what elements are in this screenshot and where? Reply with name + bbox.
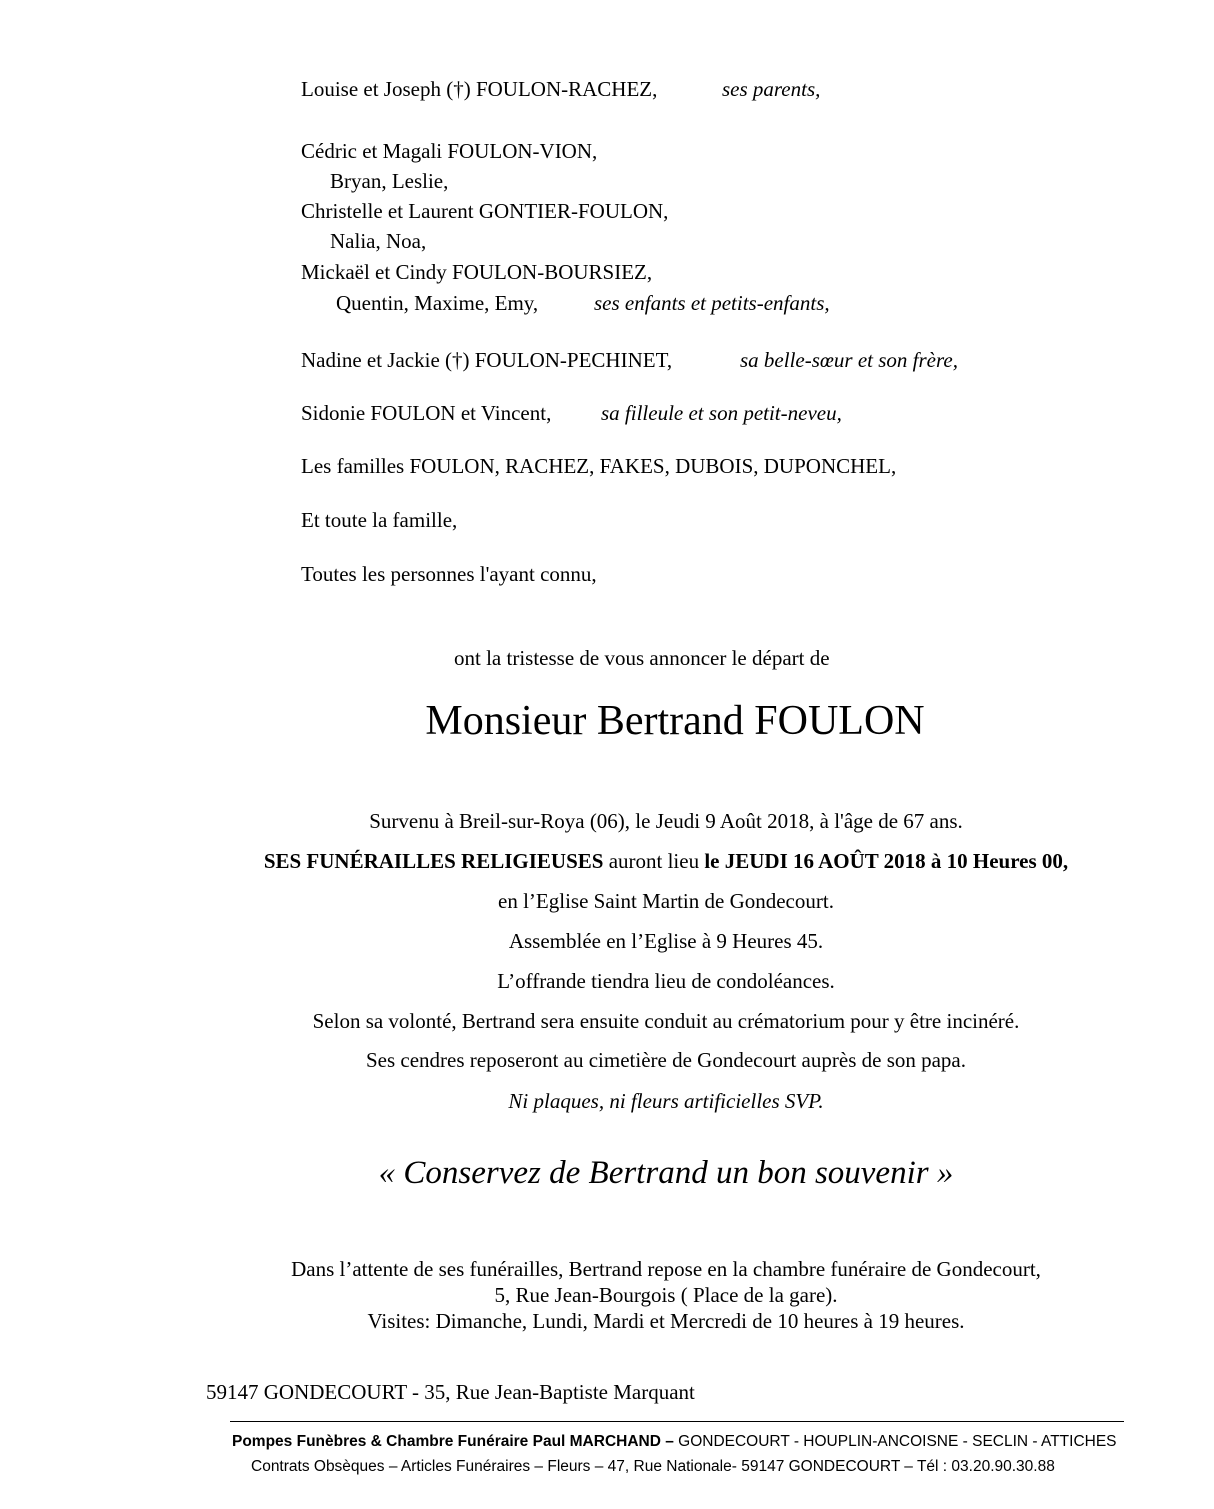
deceased-name: Monsieur Bertrand FOULON <box>425 698 925 744</box>
funeral-home-address: 59147 GONDECOURT - 35, Rue Jean-Baptiste Marquant <box>206 1380 695 1404</box>
goddaughter-role: sa filleule et son petit-neveu, <box>601 401 842 425</box>
footer-company-line <box>232 1434 1117 1450</box>
funeral-label: SES FUNÉRAILLES RELIGIEUSES <box>263 849 604 873</box>
no-flowers: Ni plaques, ni fleurs artificielles SVP. <box>508 1089 824 1113</box>
child1-names: Cédric et Magali FOULON-VION, <box>301 139 598 163</box>
cremation: Selon sa volonté, Bertrand sera ensuite conduit au crématorium pour y être incinéré. <box>312 1009 1020 1033</box>
sibling-role: sa belle-sœur et son frère, <box>740 348 958 372</box>
announcement-intro: ont la tristesse de vous annoncer le départ de <box>454 646 830 670</box>
all-family: Et toute la famille, <box>301 508 458 532</box>
visits-line1: Dans l’attente de ses funérailles, Bertrand repose en la chambre funéraire de Gondecourt, <box>291 1257 1041 1281</box>
offering: L’offrande tiendra lieu de condoléances. <box>497 969 835 993</box>
assembly: Assemblée en l’Eglise à 9 Heures 45. <box>508 929 824 953</box>
child1-kids: Bryan, Leslie, <box>330 169 449 193</box>
parents-names: Louise et Joseph (†) FOULON-RACHEZ, <box>301 77 658 101</box>
sibling-names: Nadine et Jackie (†) FOULON-PECHINET, <box>301 348 673 372</box>
child3-names: Mickaël et Cindy FOULON-BOURSIEZ, <box>301 260 653 284</box>
families-list: Les familles FOULON, RACHEZ, FAKES, DUBOIS, DUPONCHEL, <box>301 454 897 478</box>
children-role: ses enfants et petits-enfants, <box>594 291 830 315</box>
church: en l’Eglise Saint Martin de Gondecourt. <box>498 889 834 913</box>
visits-line2: 5, Rue Jean-Bourgois ( Place de la gare). <box>494 1283 838 1307</box>
ashes: Ses cendres reposeront au cimetière de Gondecourt auprès de son papa. <box>365 1048 967 1072</box>
footer-locations: GONDECOURT - HOUPLIN-ANCOISNE - SECLIN - ATTICHES <box>673 1433 1117 1450</box>
remembrance-quote: « Conservez de Bertrand un bon souvenir » <box>378 1155 954 1191</box>
goddaughter-names: Sidonie FOULON et Vincent, <box>301 401 552 425</box>
child3-kids: Quentin, Maxime, Emy, <box>336 291 539 315</box>
footer-company: Pompes Funèbres & Chambre Funéraire Paul MARCHAND – <box>232 1433 674 1450</box>
footer-divider <box>230 1421 1124 1422</box>
funeral-mid: auront lieu <box>603 849 705 873</box>
funeral-date: le JEUDI 16 AOÛT 2018 à 10 Heures 00, <box>704 849 1069 873</box>
child2-names: Christelle et Laurent GONTIER-FOULON, <box>301 199 669 223</box>
all-people: Toutes les personnes l'ayant connu, <box>301 562 597 586</box>
funeral-line <box>59 851 1214 872</box>
parents-role: ses parents, <box>722 77 821 101</box>
visits-line3: Visites: Dimanche, Lundi, Mardi et Mercredi de 10 heures à 19 heures. <box>367 1309 965 1333</box>
footer-services: Contrats Obsèques – Articles Funéraires – Fleurs – 47, Rue Nationale- 59147 GONDECOURT – Tél : 03.20.90.30.88 <box>251 1458 1055 1475</box>
death-info: Survenu à Breil-sur-Roya (06), le Jeudi 9 Août 2018, à l'âge de 67 ans. <box>369 809 963 833</box>
child2-kids: Nalia, Noa, <box>330 229 427 253</box>
